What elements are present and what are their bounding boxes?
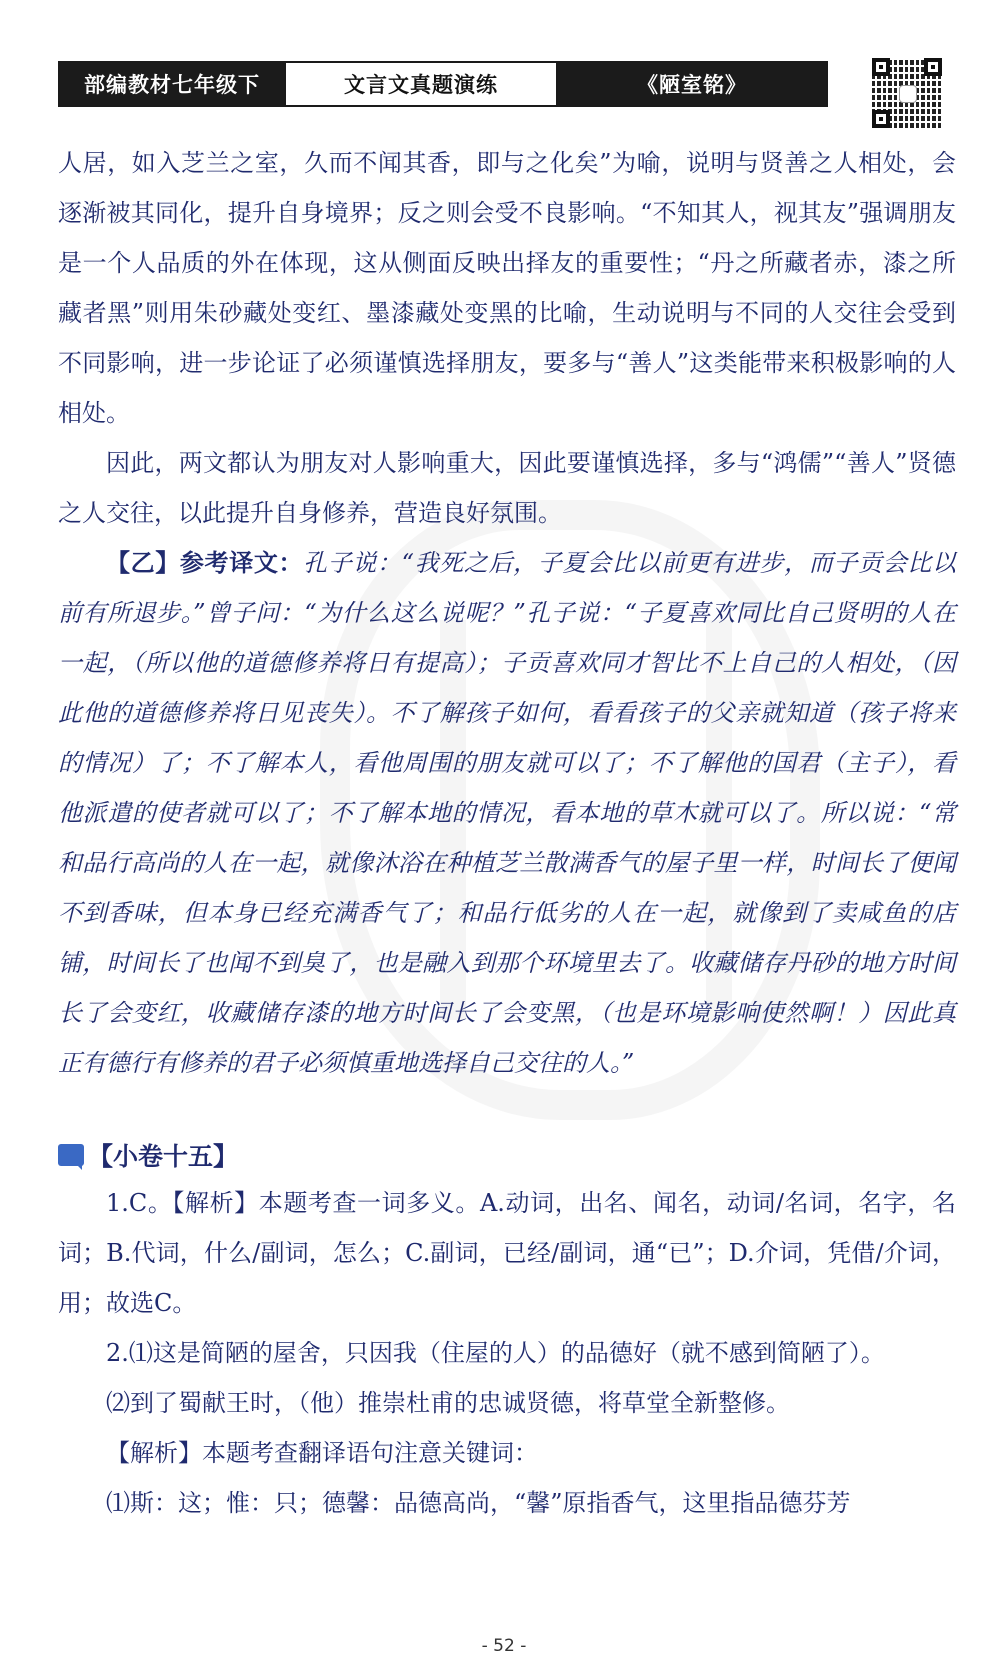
qr-logo-icon bbox=[899, 85, 917, 103]
answer-analysis: 【解析】本题考查翻译语句注意关键词： bbox=[106, 1439, 538, 1467]
answer-1: 1.C。【解析】本题考查一词多义。A.动词，出名、闻名，动词/名词，名字，名词；B.代词，什么/副词，怎么；C.副词，已经/副词，通“已”；D.介词，凭借/介词，用；故选C。 bbox=[58, 1189, 956, 1317]
header-topic-label: 文言文真题演练 bbox=[284, 63, 558, 105]
page-header bbox=[58, 61, 828, 107]
translation-text: 孔子说：“我死之后，子夏会比以前更有进步，而子贡会比以前有所退步。”曾子问：“为什么这么说呢？”孔子说：“子夏喜欢同比自己贤明的人在一起，（所以他的道德修养将日有提高）；子贡喜欢同才智比不上自己的人相处，（因此他的道德修养将日见丧失）。不了解孩子如何，看看孩子的父亲就知道（孩子将来的情况）了；不了解本人，看他周围的朋友就可以了；不了解他的国君（主子），看他派遣的使者就可以了；不了解本地的情况，看本地的草木就可以了。所以说：“常和品行高尚的人在一起，就像沐浴在种植芝兰散满香气的屋子里一样，时间长了便闻不到香味，但本身已经充满香气了；和品行低劣的人在一起，就像到了卖咸鱼的店铺，时间长了也闻不到臭了，也是融入到那个环境里去了。收藏储存丹砂的地方时间长了会变红，收藏储存漆的地方时间长了会变黑，（也是环境影响使然啊！）因此真正有德行有修养的君子必须慎重地选择自己交往的人。” bbox=[58, 549, 957, 1077]
paragraph-conclusion: 因此，两文都认为朋友对人影响重大，因此要谨慎选择，多与“鸿儒”“善人”贤德之人交往，以此提升自身修养，营造良好氛围。 bbox=[58, 449, 956, 527]
paragraph-analysis-continued: 人居，如入芝兰之室，久而不闻其香，即与之化矣”为喻，说明与贤善之人相处，会逐渐被其同化，提升自身境界；反之则会受不良影响。“不知其人，视其友”强调朋友是一个人品质的外在体现，这从侧面反映出择友的重要性；“丹之所藏者赤，漆之所藏者黑”则用朱砂藏处变红、墨漆藏处变黑的比喻，生动说明与不同的人交往会受到不同影响，进一步论证了必须谨慎选择朋友，要多与“善人”这类能带来积极影响的人相处。 bbox=[58, 149, 956, 427]
comment-icon bbox=[58, 1144, 84, 1166]
paragraph-translation bbox=[58, 538, 956, 1088]
answer-note-1: ⑴斯：这；惟：只；德馨：品德高尚，“馨”原指香气，这里指品德芬芳 bbox=[106, 1489, 851, 1517]
page-number: - 52 - bbox=[481, 1636, 527, 1656]
header-grade-label: 部编教材七年级下 bbox=[60, 63, 284, 105]
main-content bbox=[58, 138, 956, 1528]
translation-label: 【乙】参考译文： bbox=[106, 549, 304, 577]
section-heading bbox=[58, 1132, 956, 1178]
answer-2b: ⑵到了蜀献王时，（他）推崇杜甫的忠诚贤德，将草堂全新整修。 bbox=[106, 1389, 790, 1417]
qr-code[interactable] bbox=[872, 58, 942, 128]
answer-2a: 2.⑴这是简陋的屋舍，只因我（住屋的人）的品德好（就不感到简陋了）。 bbox=[106, 1339, 885, 1367]
header-lesson-label: 《陋室铭》 bbox=[558, 63, 826, 105]
section-title: 【小卷十五】 bbox=[88, 1142, 239, 1171]
